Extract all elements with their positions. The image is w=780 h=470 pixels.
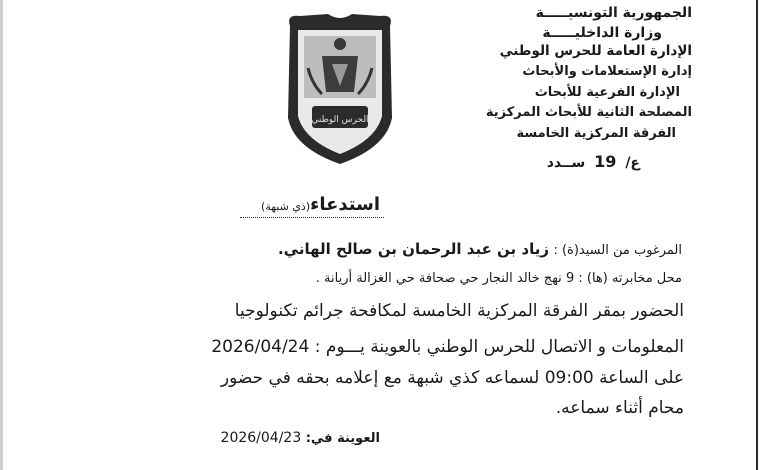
address-value: 9 نهج خالد النجار حي صحافة حي الغزالة أريانة . — [315, 271, 575, 286]
paragraph-line-1: الحضور بمقر الفرقة المركزية الخامسة لمكافحة جرائم تكنولوجيا — [234, 301, 684, 321]
reference-number — [547, 152, 640, 171]
place-date-line — [221, 431, 380, 445]
national-guard-emblem-icon — [282, 8, 398, 166]
reference-prefix: ع/ — [625, 155, 640, 171]
header-second-service: المصلحة الثانية للأبحاث المركزية — [485, 105, 692, 120]
paragraph-line-2: المعلومات و الاتصال للحرس الوطني بالعوينة يـــوم : 2026/04/24 — [211, 337, 684, 357]
page-border-right — [756, 0, 758, 470]
issue-date: 2026/04/23 — [220, 430, 302, 446]
reference-value: 19 — [594, 152, 617, 171]
wanted-person-line — [278, 242, 682, 257]
address-line — [316, 272, 682, 285]
title-underline — [240, 217, 384, 219]
emblem-text: الحرس الوطني — [311, 115, 369, 125]
header-sub-directorate: الإدارة الفرعية للأبحاث — [534, 85, 680, 100]
wanted-label: المرغوب من السيد(ة) : — [553, 243, 682, 258]
header-republic: الجمهورية التونسيـــــة — [535, 5, 692, 21]
address-label: محل مخابرته (ها) : — [578, 271, 682, 286]
document-title — [261, 196, 380, 214]
title-summons: استدعاء — [310, 194, 380, 215]
wanted-name: زياد بن عبد الرحمان بن صالح الهاني. — [277, 240, 550, 258]
paragraph-line-4: محام أثناء سماعه. — [555, 398, 684, 418]
header-fifth-brigade: الفرقة المركزية الخامسة — [516, 126, 676, 141]
paragraph-line-3: على الساعة 09:00 لسماعه كذي شبهة مع إعلامه بحقه في حضور — [220, 368, 684, 388]
place-label: العوينة في: — [305, 431, 380, 446]
header-ministry: وزارة الداخليـــــة — [542, 25, 662, 41]
header-general-directorate: الإدارة العامة للحرس الوطني — [499, 43, 692, 59]
header-intelligence-directorate: إدارة الإستعلامات والأبحاث — [522, 64, 692, 79]
scan-edge-left — [0, 0, 3, 470]
reference-suffix: ســدد — [546, 155, 586, 171]
title-qualifier: (ذي شبهة) — [261, 200, 311, 213]
